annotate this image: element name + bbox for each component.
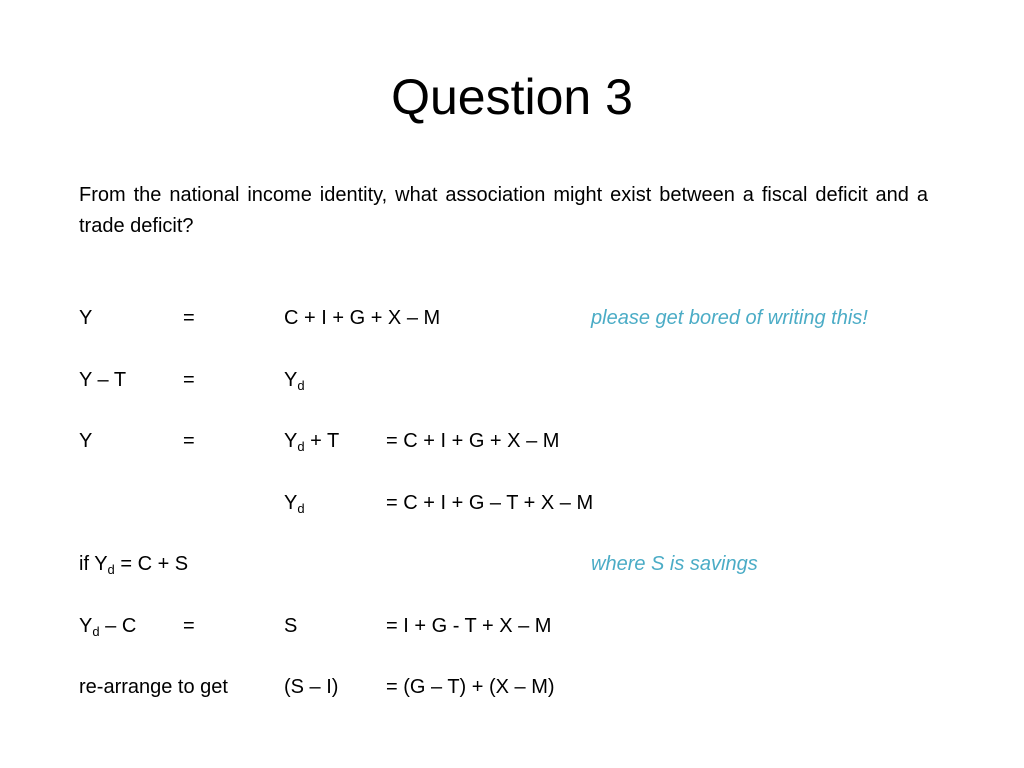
question-text: From the national income identity, what association might exist between a fiscal deficit and a trade deficit? <box>79 184 928 237</box>
row7-lhs: re-arrange to get <box>79 676 228 698</box>
row2-y: Y <box>284 369 298 391</box>
row3-y: Y <box>284 430 298 452</box>
row3-plus-t: + T <box>304 430 340 452</box>
row3-equals: = <box>183 430 195 452</box>
row6-minus-c: – C <box>99 615 137 637</box>
row7-expression: (S – I) <box>284 676 339 698</box>
row4-y: Y <box>284 492 298 514</box>
row6-lhs <box>79 614 136 638</box>
row5-note: where S is savings <box>591 553 758 575</box>
row1-note: please get bored of writing this! <box>591 307 868 329</box>
row1-equals: = <box>183 307 195 329</box>
row2-expression <box>284 368 305 392</box>
row6-rhs: = I + G - T + X – M <box>386 615 552 637</box>
row5-subscript: d <box>107 562 115 577</box>
row3-subscript: d <box>297 439 305 454</box>
row3-expression <box>284 429 339 453</box>
row7-rhs: = (G – T) + (X – M) <box>386 676 555 698</box>
row6-y: Y <box>79 615 93 637</box>
row5-if-y: if Y <box>79 553 108 575</box>
row5-equation: = C + S <box>114 553 189 575</box>
row3-rhs: = C + I + G + X – M <box>386 430 560 452</box>
row2-subscript: d <box>297 378 305 393</box>
slide-title: Question 3 <box>391 69 633 125</box>
row4-rhs: = C + I + G – T + X – M <box>386 492 594 514</box>
row1-expression: C + I + G + X – M <box>284 307 441 329</box>
row6-subscript: d <box>92 624 100 639</box>
row2-lhs: Y – T <box>79 369 127 391</box>
row4-expression <box>284 491 305 515</box>
row5-lhs <box>79 552 188 576</box>
row1-lhs: Y <box>79 307 93 329</box>
row2-equals: = <box>183 369 195 391</box>
row6-expression: S <box>284 615 298 637</box>
row4-subscript: d <box>297 501 305 516</box>
row6-equals: = <box>183 615 195 637</box>
row3-lhs: Y <box>79 430 93 452</box>
